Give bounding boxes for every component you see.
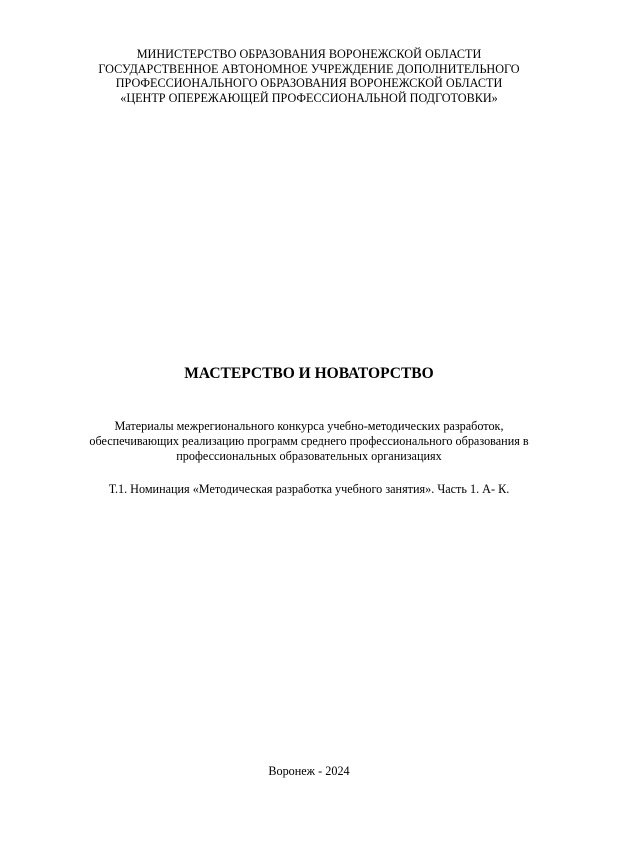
header-line-center: «ЦЕНТР ОПЕРЕЖАЮЩЕЙ ПРОФЕССИОНАЛЬНОЙ ПОДГОТОВКИ» — [120, 90, 498, 105]
volume-nomination: Т.1. Номинация «Методическая разработка учебного занятия». Часть 1. А- К. — [108, 482, 510, 496]
city-year: Воронеж - 2024 — [268, 764, 350, 778]
header-line-ministry: МИНИСТЕРСТВО ОБРАЗОВАНИЯ ВОРОНЕЖСКОЙ ОБЛАСТИ — [136, 47, 482, 61]
description-line-2: обеспечивающих реализацию программ среднего профессионального образования в — [89, 434, 529, 449]
header-line-education: ПРОФЕССИОНАЛЬНОГО ОБРАЗОВАНИЯ ВОРОНЕЖСКОЙ ОБЛАСТИ — [115, 76, 503, 91]
organization-header — [0, 47, 618, 105]
header-line-institution: ГОСУДАРСТВЕННОЕ АВТОНОМНОЕ УЧРЕЖДЕНИЕ ДОПОЛНИТЕЛЬНОГО — [98, 61, 520, 76]
description-line-3: профессиональных образовательных организациях — [176, 449, 442, 464]
document-title: МАСТЕРСТВО И НОВАТОРСТВО — [184, 365, 434, 382]
description-line-1: Материалы межрегионального конкурса учебно-методических разработок, — [114, 419, 504, 433]
document-description — [0, 419, 618, 465]
